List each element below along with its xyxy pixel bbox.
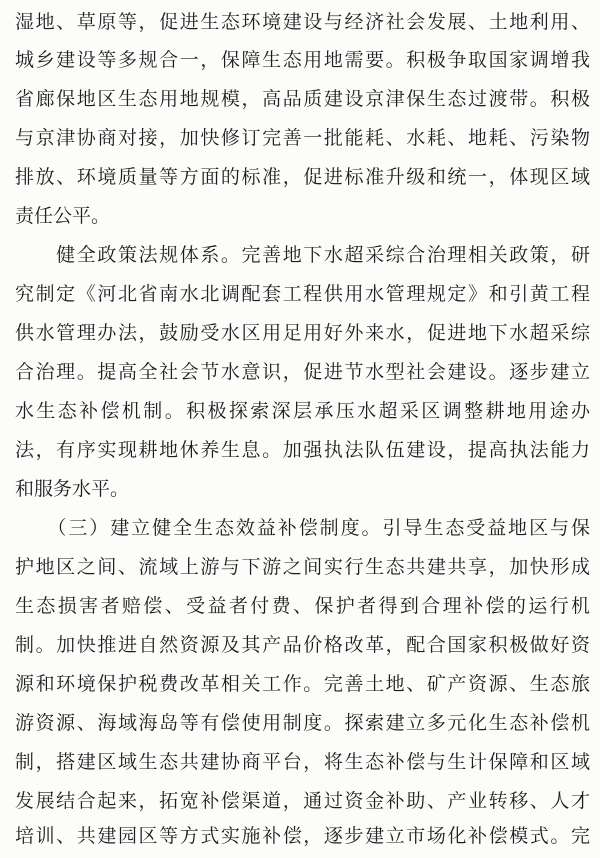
text-line: 和服务水平。 xyxy=(15,478,130,500)
text-line: 水生态补偿机制。积极探索深层承压水超采区调整耕地用途办 xyxy=(15,400,590,422)
paragraph-start-line: 健全政策法规体系。完善地下水超采综合治理相关政策，研 xyxy=(15,244,590,266)
text-line: 培训、共建园区等方式实施补偿，逐步建立市场化补偿模式。完 xyxy=(15,825,590,847)
text-line: 省廊保地区生态用地规模，高品质建设京津保生态过渡带。积极 xyxy=(15,88,590,110)
text-line: 排放、环境质量等方面的标准，促进标准升级和统一，体现区域 xyxy=(15,166,590,188)
section-heading-line: （三）建立健全生态效益补偿制度。引导生态受益地区与保 xyxy=(15,517,590,539)
text-line: 与京津协商对接，加快修订完善一批能耗、水耗、地耗、污染物 xyxy=(15,127,590,149)
text-line: 合治理。提高全社会节水意识，促进节水型社会建设。逐步建立 xyxy=(15,361,590,383)
text-line: 究制定《河北省南水北调配套工程供用水管理规定》和引黄工程 xyxy=(15,283,590,305)
text-line: 源和环境保护税费改革相关工作。完善土地、矿产资源、生态旅 xyxy=(15,673,590,695)
text-line: 游资源、海域海岛等有偿使用制度。探索建立多元化生态补偿机 xyxy=(15,712,590,734)
text-line: 制。加快推进自然资源及其产品价格改革，配合国家积极做好资 xyxy=(15,634,590,656)
text-line: 供水管理办法，鼓励受水区用足用好外来水，促进地下水超采综 xyxy=(15,322,590,344)
text-line: 湿地、草原等，促进生态环境建设与经济社会发展、土地利用、 xyxy=(15,11,590,33)
text-line: 护地区之间、流域上游与下游之间实行生态共建共享，加快形成 xyxy=(15,556,590,578)
text-line: 城乡建设等多规合一，保障生态用地需要。积极争取国家调增我 xyxy=(15,49,590,71)
text-line: 责任公平。 xyxy=(15,205,111,227)
text-line: 法，有序实现耕地休养生息。加强执法队伍建设，提高执法能力 xyxy=(15,439,590,461)
text-line: 生态损害者赔偿、受益者付费、保护者得到合理补偿的运行机 xyxy=(15,595,590,617)
text-line: 制，搭建区域生态共建协商平台，将生态补偿与生计保障和区域 xyxy=(15,751,590,773)
text-line: 发展结合起来，拓宽补偿渠道，通过资金补助、产业转移、人才 xyxy=(15,790,590,812)
